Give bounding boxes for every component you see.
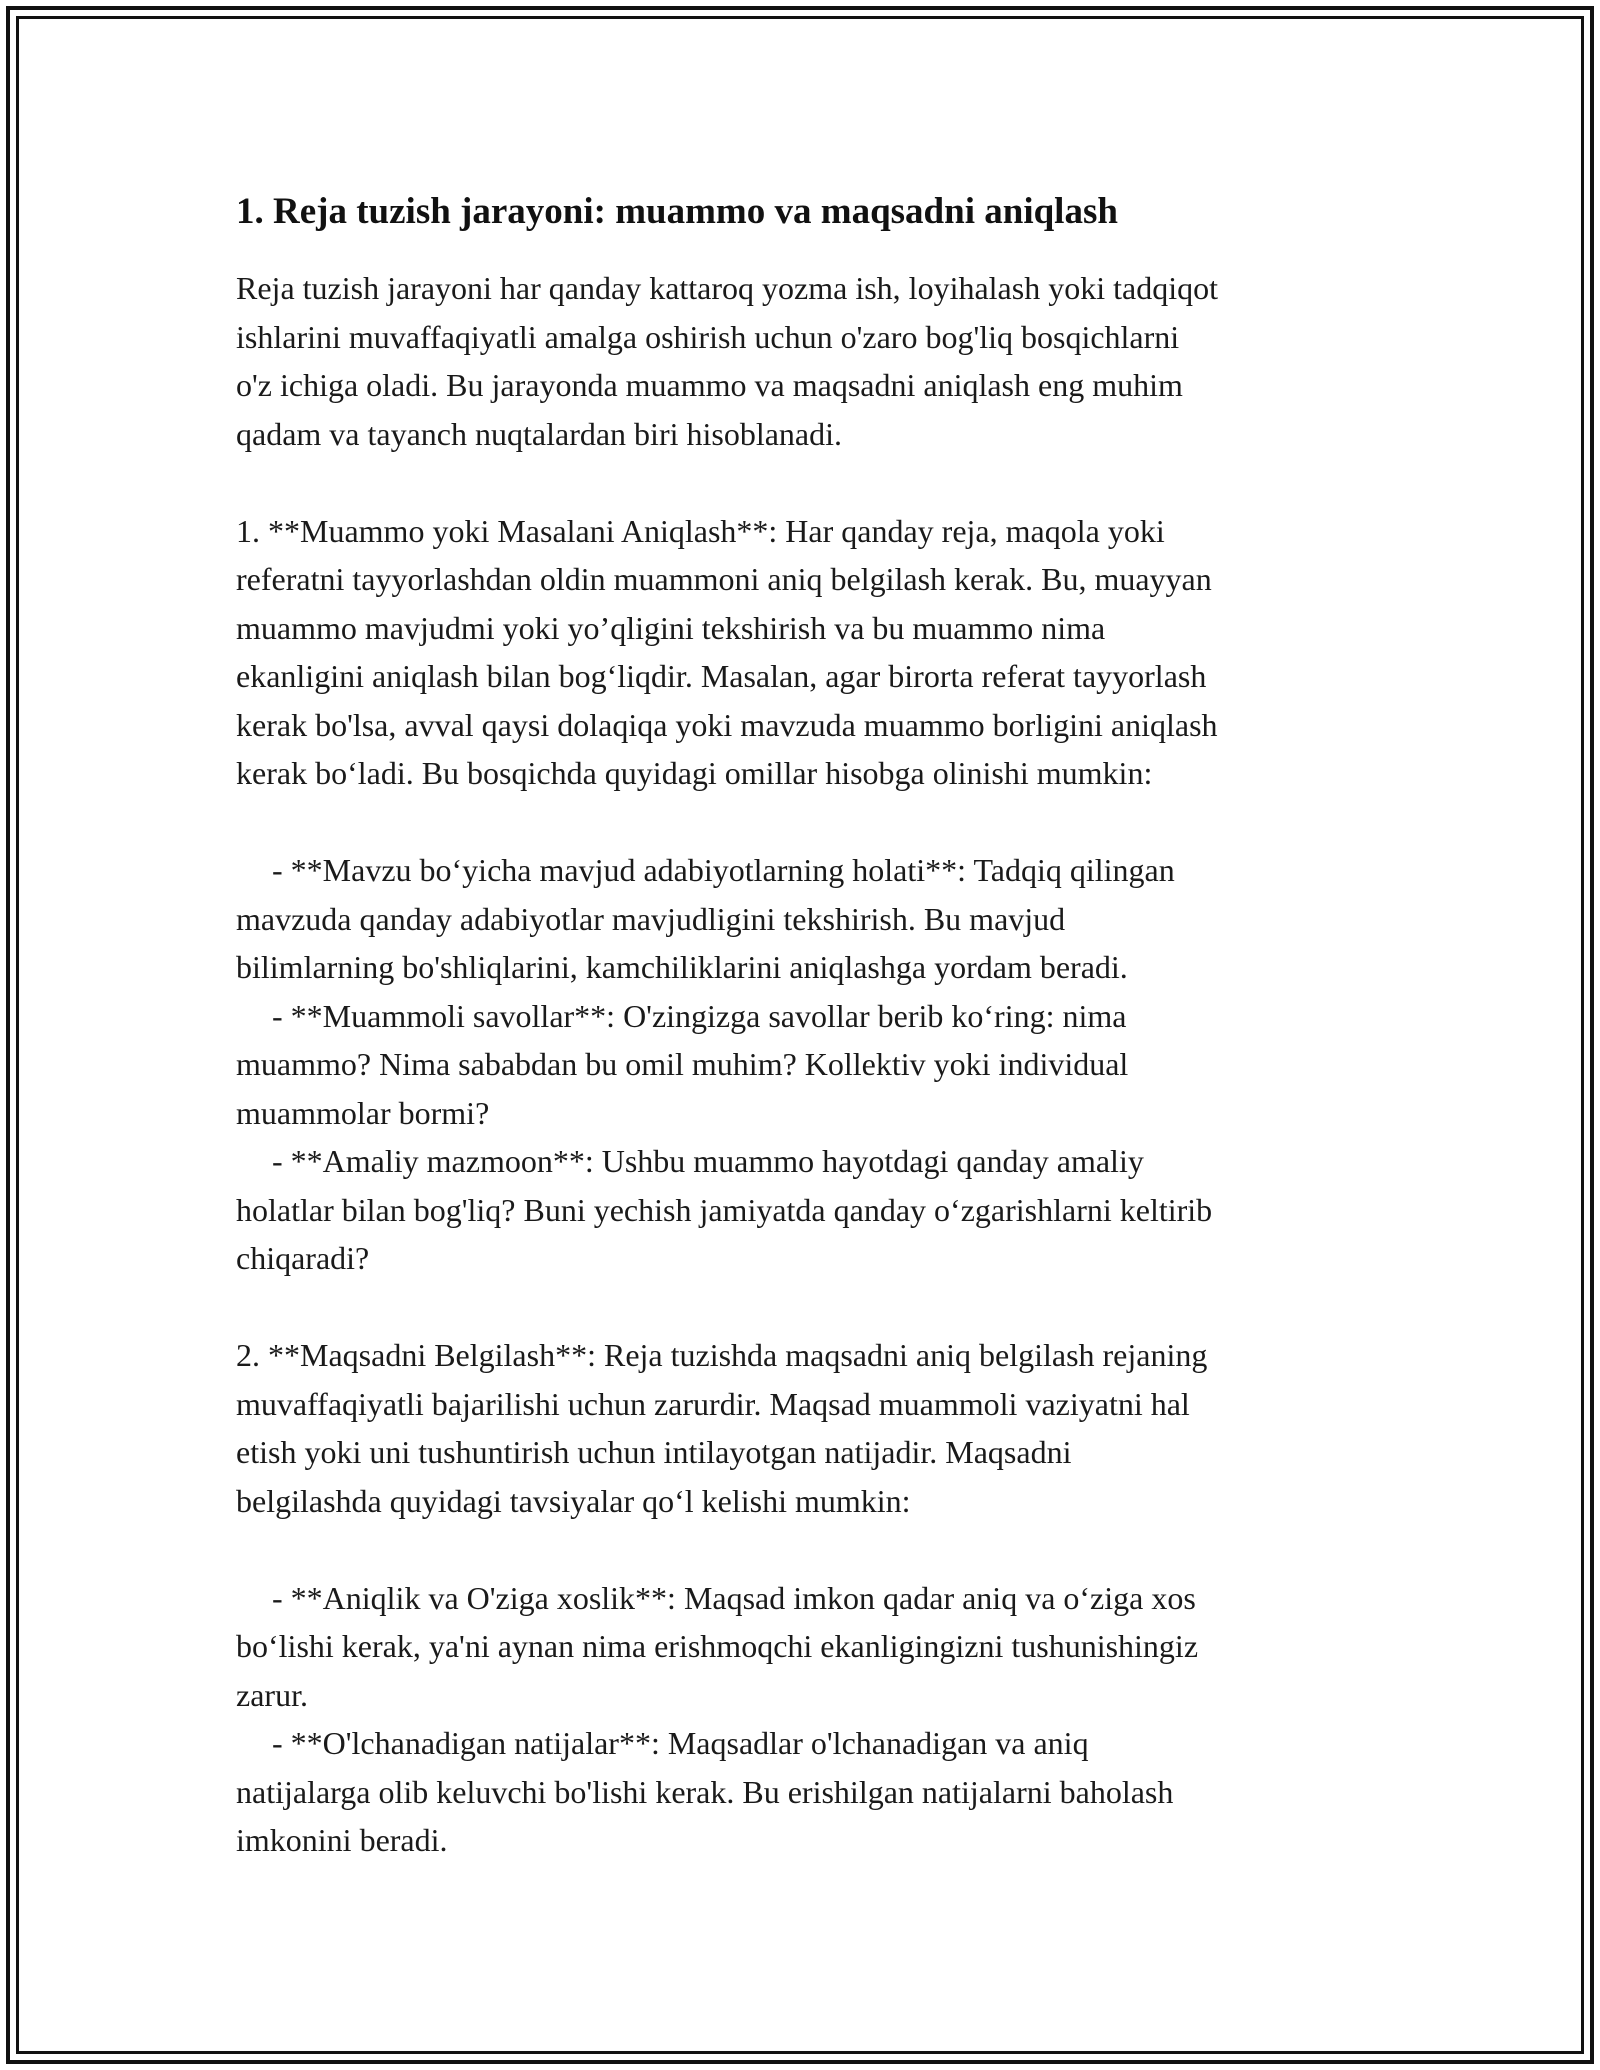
- section-1-item-1: - **Mavzu bo‘yicha mavjud adabiyotlarning holati**: Tadqiq qilingan mavzuda qanday adabiyotlar mavjudligini tekshirish. Bu mavjud bilimlarning bo'shliqlarini, kamchiliklarini aniqlashga yordam beradi.: [236, 852, 1175, 985]
- spacer: [236, 1283, 1386, 1332]
- spacer: [236, 1525, 1386, 1574]
- section-1-item-3: - **Amaliy mazmoon**: Ushbu muammo hayotdagi qanday amaliy holatlar bilan bog'liq? Buni yechish jamiyatda qanday o‘zgarishlarni keltirib chiqaradi?: [236, 1143, 1213, 1276]
- section-2-item-2: - **O'lchanadigan natijalar**: Maqsadlar o'lchanadigan va aniq natijalarga olib keluvchi bo'lishi kerak. Bu erishilgan natijalarni baholash imkonini beradi.: [236, 1725, 1174, 1858]
- section-1-item-2: - **Muammoli savollar**: O'zingizga savollar berib ko‘ring: nima muammo? Nima sababdan bu omil muhim? Kollektiv yoki individual muammolar bormi?: [236, 997, 1129, 1131]
- spacer: [236, 458, 1386, 507]
- section-2-paragraph: 2. **Maqsadni Belgilash**: Reja tuzishda maqsadni aniq belgilash rejaning muvaffaqiyatli bajarilishi uchun zarurdir. Maqsad muammoli vaziyatni hal etish yoki uni tushuntirish uchun intilayotgan natijadir. Maqsadni belgilashda quyidagi tavsiyalar qo‘l kelishi mumkin:: [236, 1337, 1208, 1519]
- intro-paragraph: Reja tuzish jarayoni har qanday kattaroq yozma ish, loyihalash yoki tadqiqot ishlarini muvaffaqiyatli amalga oshirish uchun o'zaro bog'liq bosqichlarni o'z ichiga oladi. Bu jarayonda muammo va maqsadni aniqlash eng muhim qadam va tayanch nuqtalardan biri hisoblanadi.: [236, 270, 1218, 452]
- section-1-paragraph: 1. **Muammo yoki Masalani Aniqlash**: Har qanday reja, maqola yoki referatni tayyorlashdan oldin muammoni aniq belgilash kerak. Bu, muayyan muammo mavjudmi yoki yo’qligini tekshirish va bu muammo nima ekanligini aniqlash bilan bog‘liqdir. Masalan, agar birorta referat tayyorlash kerak bo'lsa, avval qaysi dolaqiqa yoki mavzuda muammo borligini aniqlash kerak bo‘ladi. Bu bosqichda quyidagi omillar hisobga olinishi mumkin:: [236, 512, 1218, 791]
- document-title: 1. Reja tuzish jarayoni: muammo va maqsadni aniqlash: [236, 191, 1118, 232]
- section-2-item-1: - **Aniqlik va O'ziga xoslik**: Maqsad imkon qadar aniq va o‘ziga xos bo‘lishi kerak, ya'ni aynan nima erishmoqchi ekanligingizni tushunishingiz zarur.: [236, 1579, 1199, 1713]
- spacer: [236, 798, 1386, 847]
- document-body: [236, 186, 1386, 1865]
